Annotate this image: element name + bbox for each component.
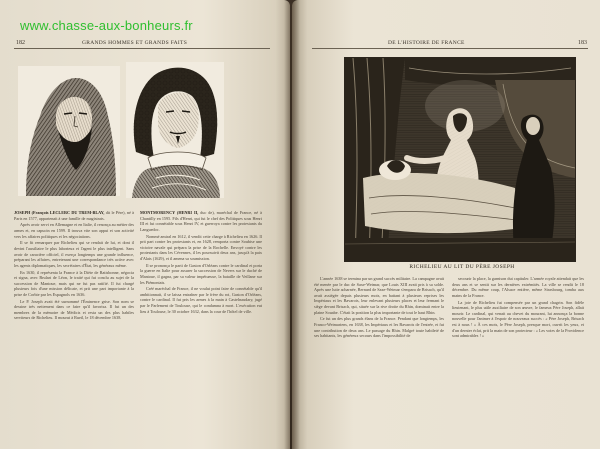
engraving-caption: RICHELIEU AU LIT DU PÈRE JOSEPH — [409, 264, 515, 270]
right-text-column-2 — [452, 276, 584, 446]
paragraph-text: secourir la place, la garnison dut capituler. L'armée royale attendait que les deux ans et se sentit sur les dernières extrémités. La ville se rendit le 18 décembre. Du même coup, l'Alsace entière, même Strasbourg, tomba aux mains de la France. — [452, 276, 584, 298]
paragraph-text: L'année 1638 se termina par un grand succès militaire. La campagne avait été menée par le duc de Saxe-Weimar, que Louis XIII avait pris à sa solde. Après une lutte acharnée, Bernard de Saxe-Weimar s'empara de Brisach, qu'il avait assiégée depuis plusieurs mois, en battant à plusieurs reprises les Impériaux et les Bavarois, leur enlevant plusieurs places et leur fermant le siège devant Brisach, qui, située sur la rive droite du Rhin, dominait entre la plaine Souabe. C'était la position la plus importante de tout le haut Rhin. — [314, 276, 444, 315]
paragraph-text: Il se fit remarquer par Richelieu qui se rendait de lui, et dont il devint l'auxiliaire le plus laborieux et l'agent le plus intelligent. Sans avoir de caractère officiel, il exerça longtemps une grande influence, préparant les affaires, entretenant une correspondance très active avec les agents diplomatiques, les secrétaires d'État, les généraux même. — [14, 240, 134, 268]
paragraph — [140, 210, 262, 232]
left-page — [0, 0, 290, 449]
left-page-number: 182 — [16, 40, 25, 46]
right-text-column-1 — [314, 276, 444, 446]
paragraph-text: Il se prononça le parti de Gaston d'Orléans contre le cardinal et porta la guerre en Italie pour assurer la succession de Nevers sur le duché de Mantoue, il gagna, par sa valeur impétueuse, la bataille de Veillane sur les Piémontais. — [140, 262, 262, 285]
portrait-pere-joseph-illustration — [18, 66, 120, 196]
paragraph — [14, 240, 134, 268]
paragraph-text: La joie de Richelieu fut compensée par un grand chagrin. Son fidèle lieutenant, le plus utile auxiliaire de son œuvre, le fameux Père Joseph, allait mourir. Le cardinal, qui venait au chevet du mourant, lui annonça la bonne nouvelle pour l'animer à l'espoir de nouveaux succès : « Père Joseph, Brisach est à nous ! » À ces mots, le Père Joseph, presque mort, ouvrit les yeux, et d'un dernier éclat, prit la main de son protecteur : « Les voies de la Providence sont admirables ! » — [452, 299, 584, 339]
portrait-montmorency-illustration — [126, 62, 224, 198]
portrait-pere-joseph — [18, 66, 120, 196]
watermark-url[interactable]: www.chasse-aux-bonheurs.fr — [20, 18, 193, 33]
portrait-montmorency — [126, 62, 224, 198]
paragraph-text: Ce fut un des plus grands élans de la France. Pendant que longtemps, les Franco-Weimariens, en 1638, les Impériaux et les Bavarois de l'entrée, et fut une contribution de deux ans. Le passage du Rhin. Malgré toute habileté de ses habitants, les généreux secours dans l'impossibilité de — [314, 316, 444, 339]
left-text-column-1 — [14, 210, 134, 445]
paragraph-text: Après avoir servi en Allemagne et en Italie, il renonça au métier des armes et, en capucin en 1599. Il trouva vite son appui et son activité vers les affaires politiques et les négociations. — [14, 222, 134, 239]
left-text-column-2 — [140, 210, 262, 445]
right-head-rule — [312, 48, 588, 49]
engraving-illustration — [345, 58, 575, 261]
paragraph — [140, 263, 262, 285]
paragraph — [14, 222, 134, 239]
right-page-number: 183 — [578, 40, 587, 46]
paragraph — [14, 299, 134, 321]
paragraph-text: Le P. Joseph avait été surnommé l'Éminence grise. Son nom se dessine très nettement dans ce faire qu'il favorisa. Il fut un des membres de la mémoire de Médicis et resta un des plus habiles serviteurs de Richelieu. Il mourut à Rueil, le 18 décembre 1638. — [14, 298, 134, 321]
paragraph — [452, 300, 584, 339]
paragraph — [452, 276, 584, 298]
paragraph — [140, 234, 262, 262]
paragraph — [14, 210, 134, 221]
book-gutter — [284, 0, 300, 449]
entry-heading: MONTMORENCY (HENRI II, — [140, 210, 199, 215]
engraving-richelieu-bedside — [344, 57, 576, 262]
entry-heading: JOSEPH (François LECLERC DU TREM-BLAY, — [14, 210, 105, 215]
right-page — [292, 0, 600, 449]
left-head-rule — [14, 48, 270, 49]
paragraph-text: Nommé amiral en 1612, il vendit cette charge à Richelieu en 1626. Il prit part contre les protestants et, en 1628, remporta contre Soubise une victoire navale qui prépara la prise de la Rochelle. Envoyé contre les protestants dans les Cévennes, il les poursuivit deux ans, jusqu'à la paix d'Alais (1629), et il amena sa soumission. — [140, 233, 262, 261]
paragraph — [314, 276, 444, 315]
paragraph — [140, 286, 262, 314]
right-running-head: DE L'HISTOIRE DE FRANCE — [388, 40, 465, 46]
paragraph-text: dit le Père), né à Paris en 1577, appartenait à une famille de magistrats. — [14, 210, 134, 221]
paragraph — [14, 270, 134, 298]
paragraph-text: En 1630, il représenta la France à la Diète de Ratisbonne, négocia et signa, avec Brulart de Léon, le traité qui fut conclu au sujet de la succession de Mantoue, mais qui ne fut pas ratifié. Il fut chargé plusieurs fois d'une mission délicate, et prit une part importante à la prise de Corbie par les Espagnols en 1636. — [14, 269, 134, 297]
paragraph-text: Créé maréchal de France, il ne voulut point faire de connétable qu'il ambitionnait, il se laissa entraîner par le frère du roi, Gaston d'Orléans, contre le cardinal. Il fut pris les armes à la main à Castelnaudary, jugé par le Parlement de Toulouse, qui le condamna à mort. L'exécution eut lieu à Toulouse, le 30 octobre 1632, dans la cour de l'hôtel de ville. — [140, 286, 262, 314]
paragraph — [314, 316, 444, 338]
left-running-head: GRANDS HOMMES ET GRANDS FAITS — [82, 40, 188, 46]
paragraph-text: duc de), maréchal de France, né à Chantilly en 1595. Fils d'Henri, qui fut le chef des Politiques sous Henri III et fut connétable sous Henri IV, et guerroya contre les protestants du Languedoc. — [140, 210, 262, 232]
